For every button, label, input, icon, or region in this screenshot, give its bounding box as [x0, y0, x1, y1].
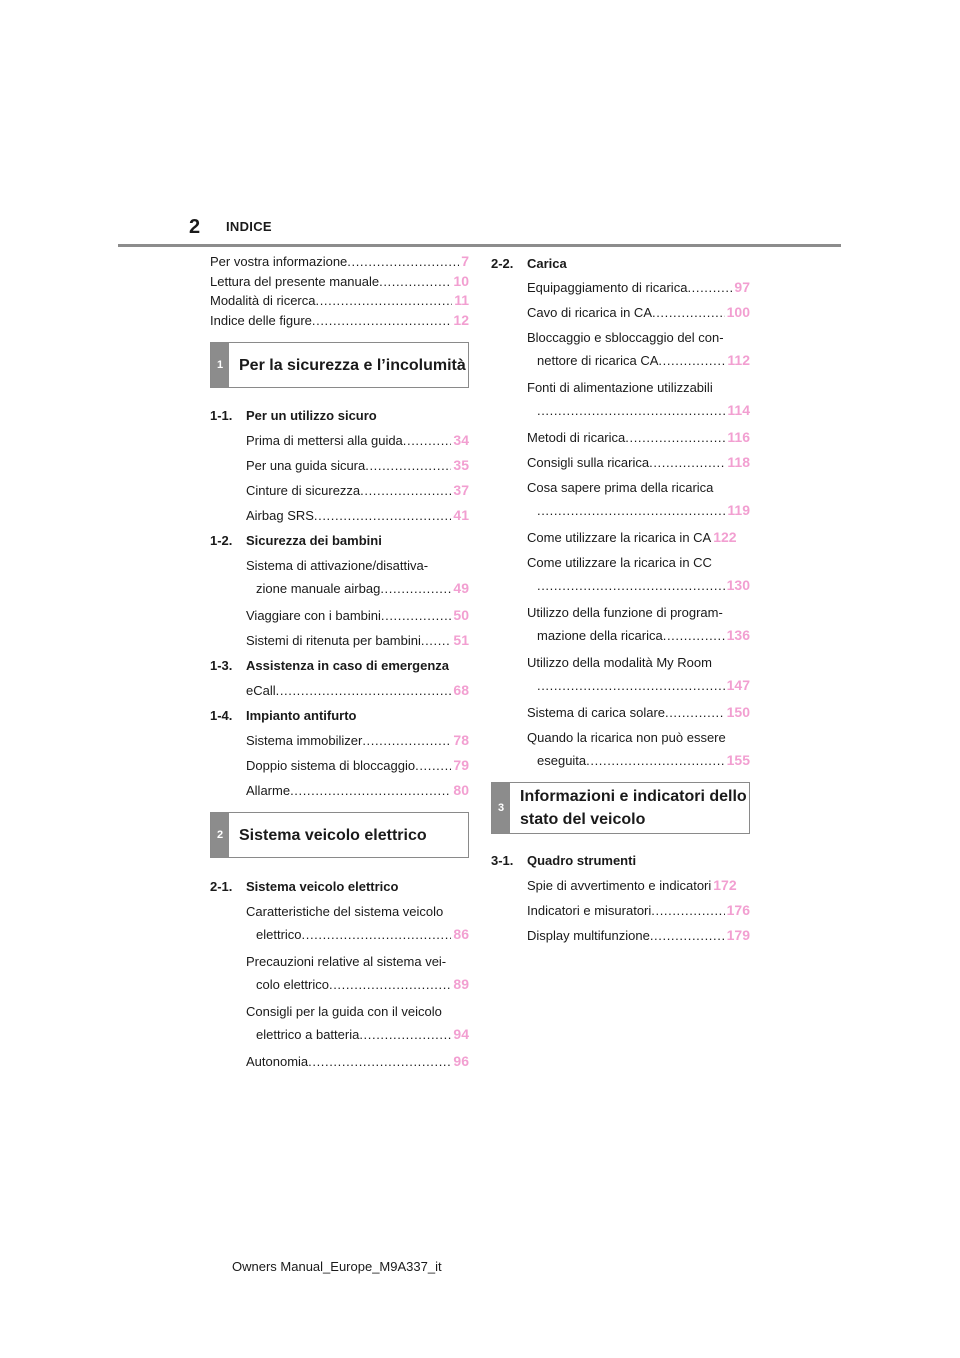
section-number: 3 — [492, 783, 510, 833]
toc-right-column — [491, 252, 750, 948]
toc-entry[interactable]: Prima di mettersi alla guida ..... 34 — [246, 428, 469, 453]
toc-item[interactable]: Per vostra informazione ..... 7 — [210, 252, 469, 272]
toc-item[interactable]: Modalità di ricerca ..... 11 — [210, 291, 469, 311]
toc-entry[interactable]: Equipaggiamento di ricarica ..... 97 — [527, 275, 750, 300]
subsection-heading[interactable]: 1-1. Per un utilizzo sicuro — [210, 408, 377, 423]
toc-entry[interactable]: Fonti di alimentazione utilizzabili ..... 114 — [491, 375, 750, 420]
toc-entry[interactable]: Come utilizzare la ricarica in CC ..... 130 — [491, 550, 750, 595]
section-1-header[interactable] — [210, 342, 469, 388]
section-number: 1 — [211, 343, 229, 387]
toc-entry[interactable]: Cavo di ricarica in CA ..... 100 — [527, 300, 750, 325]
section-title: Sistema veicolo elettrico — [239, 826, 427, 844]
section-number: 2 — [211, 813, 229, 857]
toc-entry[interactable]: Consigli per la guida con il veicolo elettrico a batteria ..... 94 — [210, 999, 469, 1044]
toc-item[interactable]: Lettura del presente manuale ..... 10 — [210, 272, 469, 292]
header-rule — [118, 244, 841, 247]
toc-entry[interactable]: Spie di avvertimento e indicatori 172 — [527, 877, 737, 893]
subsection-heading[interactable]: 2-2. Carica — [491, 256, 567, 271]
toc-left-column — [210, 252, 469, 1074]
section-title: Informazioni e indicatori dello stato del veicolo — [520, 788, 747, 828]
toc-entry[interactable]: Sistemi di ritenuta per bambini ..... 51 — [246, 628, 469, 653]
toc-entry[interactable]: Sistema immobilizer ..... 78 — [246, 728, 469, 753]
toc-entry[interactable]: Utilizzo della modalità My Room ..... 147 — [491, 650, 750, 695]
subsection-heading[interactable]: 2-1. Sistema veicolo elettrico — [210, 879, 399, 894]
subsection-heading[interactable]: 1-3. Assistenza in caso di emergenza — [210, 658, 450, 673]
toc-item[interactable]: Indice delle figure ..... 12 — [210, 311, 469, 331]
toc-entry[interactable]: Viaggiare con i bambini ..... 50 — [246, 603, 469, 628]
subsection-heading[interactable]: 1-4. Impianto antifurto — [210, 708, 357, 723]
toc-entry[interactable]: Come utilizzare la ricarica in CA 122 — [527, 529, 737, 545]
toc-entry[interactable]: Cinture di sicurezza ..... 37 — [246, 478, 469, 503]
toc-entry[interactable]: Allarme ..... 80 — [246, 778, 469, 803]
toc-entry[interactable]: Display multifunzione ..... 179 — [527, 923, 750, 948]
toc-entry[interactable]: Utilizzo della funzione di program- mazione della ricarica ..... 136 — [491, 600, 750, 645]
section-3-header[interactable] — [491, 782, 750, 834]
section-2-header[interactable] — [210, 812, 469, 858]
toc-entry[interactable]: Doppio sistema di bloccaggio ..... 79 — [246, 753, 469, 778]
toc-entry[interactable]: eCall ..... 68 — [246, 678, 469, 703]
footer-text: Owners Manual_Europe_M9A337_it — [232, 1259, 442, 1274]
toc-entry[interactable]: Sistema di carica solare ..... 150 — [527, 700, 750, 725]
section-title: Per la sicurezza e l’incolumità — [239, 356, 466, 374]
toc-entry[interactable]: Sistema di attivazione/disattiva- zione manuale airbag ..... 49 — [210, 553, 469, 598]
toc-entry[interactable]: Quando la ricarica non può essere eseguita ..... 155 — [491, 725, 750, 770]
toc-entry[interactable]: Per una guida sicura ..... 35 — [246, 453, 469, 478]
toc-entry[interactable]: Caratteristiche del sistema veicolo elettrico ..... 86 — [210, 899, 469, 944]
subsection-heading[interactable]: 1-2. Sicurezza dei bambini — [210, 533, 382, 548]
toc-entry[interactable]: Autonomia ..... 96 — [246, 1049, 469, 1074]
toc-entry[interactable]: Airbag SRS ..... 41 — [246, 503, 469, 528]
page-number: 2 — [189, 216, 201, 238]
subsection-heading[interactable]: 3-1. Quadro strumenti — [491, 853, 637, 868]
toc-entry[interactable]: Consigli sulla ricarica ..... 118 — [527, 450, 750, 475]
header-title: INDICE — [226, 219, 272, 234]
toc-entry[interactable]: Precauzioni relative al sistema vei- colo elettrico ..... 89 — [210, 949, 469, 994]
toc-entry[interactable]: Metodi di ricarica ..... 116 — [527, 425, 750, 450]
toc-entry[interactable]: Bloccaggio e sbloccaggio del con- nettore di ricarica CA ..... 112 — [491, 325, 750, 370]
toc-entry[interactable]: Cosa sapere prima della ricarica ..... 119 — [491, 475, 750, 520]
toc-entry[interactable]: Indicatori e misuratori ..... 176 — [527, 898, 750, 923]
